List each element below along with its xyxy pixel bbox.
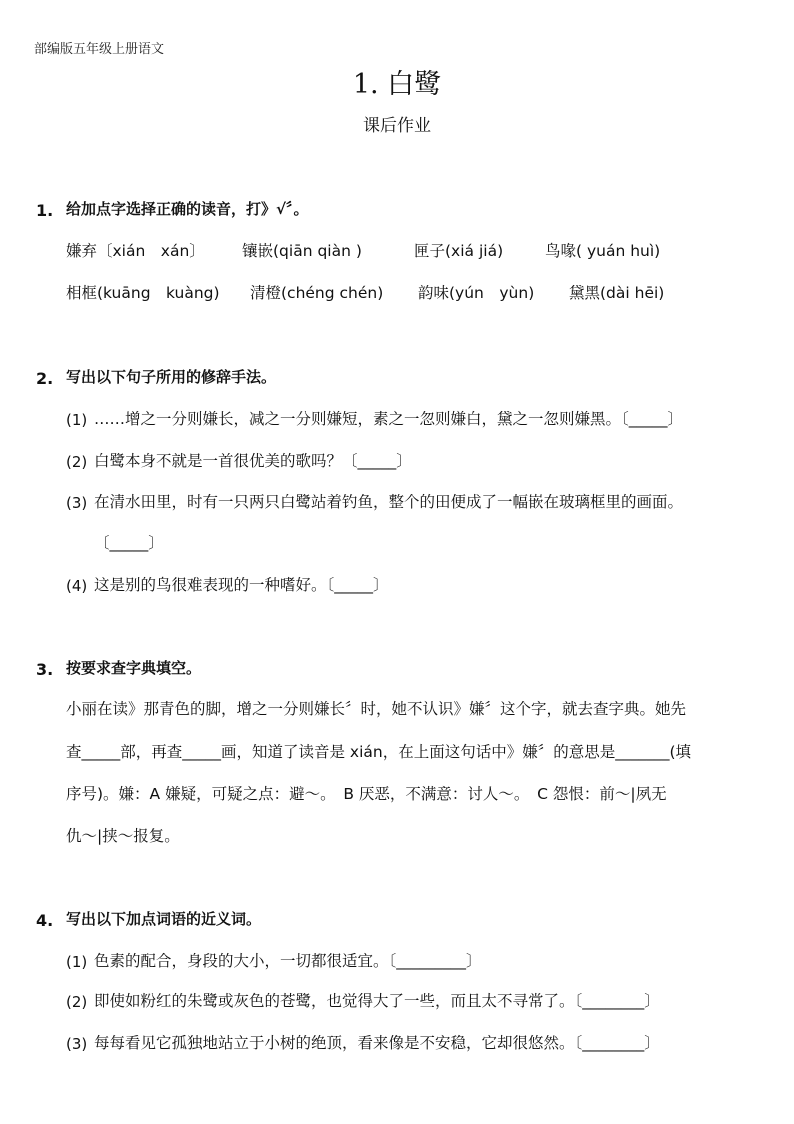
page-title: 1. 白鹭 (352, 69, 442, 100)
q4-item-3-number: (3) (66, 1035, 88, 1053)
question-2-number: 2. (36, 369, 54, 388)
question-4-heading: 写出以下加点词语的近义词。 (66, 910, 262, 928)
q4-item-2-number: (2) (66, 993, 88, 1011)
q3-line-1: 小丽在读》那青色的脚，增之一分则嫌长〞时，她不认识》嫌〞这个字，就去查字典。她先 (66, 700, 687, 718)
question-3-number: 3. (36, 660, 54, 679)
q2-item-2-text: 白鹭本身不就是一首很优美的歌吗？〔_____〕 (94, 452, 412, 470)
q1-option-1: 嫌弃〔xián xán〕 (66, 242, 205, 260)
q4-item-3-text: 每每看见它孤独地站立于小树的绝顶，看来像是不安稳，它却很悠然。〔________〕 (94, 1034, 660, 1052)
question-1-heading: 给加点字选择正确的读音，打》√〞。 (66, 200, 309, 218)
q1-option-7: 韵味(yún yùn) (418, 284, 535, 302)
q2-item-1-number: (1) (66, 411, 88, 429)
page-header: 部编版五年级上册语文 (34, 42, 165, 57)
question-3-heading: 按要求查字典填空。 (66, 659, 202, 677)
q2-item-3-number: (3) (66, 494, 88, 512)
q1-option-4: 鸟喙( yuán huì) (545, 242, 661, 260)
question-2-heading: 写出以下句子所用的修辞手法。 (66, 368, 277, 386)
q2-item-3-text: 在清水田里，时有一只两只白鹭站着钓鱼，整个的田便成了一幅嵌在玻璃框里的画面。 (94, 493, 684, 511)
q2-item-3-answer: 〔_____〕 (94, 534, 164, 552)
q3-line-4: 仇～|挟～报复。 (66, 827, 180, 845)
q3-line-3: 序号)。嫌：A 嫌疑，可疑之点：避～。 B 厌恶，不满意：讨人～。 C 怨恨：前～|夙无 (66, 785, 667, 803)
q4-item-1-number: (1) (66, 953, 88, 971)
page-subtitle: 课后作业 (363, 116, 431, 136)
q2-item-1-text: ……增之一分则嫌长，减之一分则嫌短，素之一忽则嫌白，黛之一忽则嫌黑。〔_____〕 (94, 410, 684, 428)
q4-item-2-text: 即使如粉红的朱鹭或灰色的苍鹭，也觉得大了一些，而且太不寻常了。〔________〕 (94, 992, 660, 1010)
q2-item-4-number: (4) (66, 577, 88, 595)
question-1-number: 1. (36, 201, 54, 220)
q1-option-6: 清橙(chéng chén) (250, 284, 384, 302)
q2-item-4-text: 这是别的鸟很难表现的一种嗜好。〔_____〕 (94, 576, 389, 594)
q1-option-3: 匣子(xiá jiá) (414, 242, 504, 260)
q1-option-8: 黛黑(dài hēi) (569, 284, 665, 302)
q4-item-1-text: 色素的配合，身段的大小，一切都很适宜。〔_________〕 (94, 952, 482, 970)
q1-option-5: 相框(kuāng kuàng) (66, 284, 220, 302)
question-4-number: 4. (36, 911, 54, 930)
q3-line-2: 查_____部，再查_____画，知道了读音是 xián，在上面这句话中》嫌〞的意思是_______(填 (66, 743, 692, 761)
q2-item-2-number: (2) (66, 453, 88, 471)
q1-option-2: 镶嵌(qiān qiàn ) (242, 242, 362, 260)
